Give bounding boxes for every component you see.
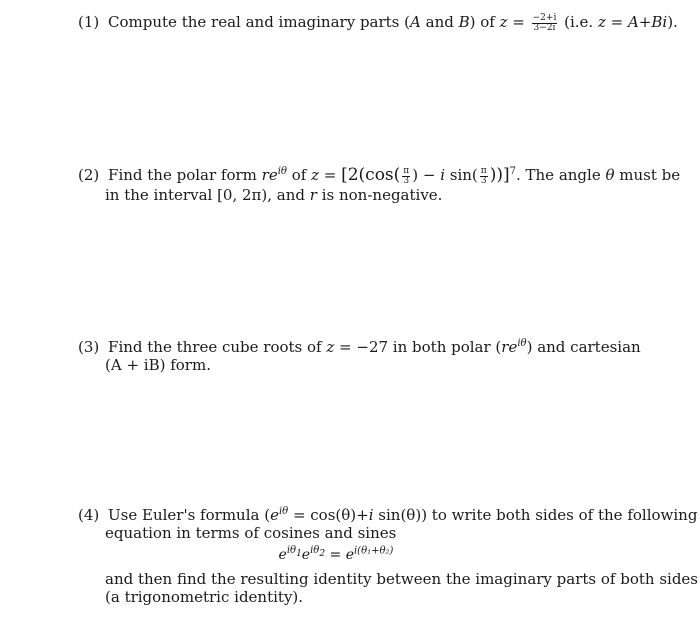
var-z: z (597, 13, 606, 31)
subscript: 2 (319, 549, 326, 560)
exponent-text: iθ (310, 545, 320, 557)
fraction-denominator: 3−2i (533, 22, 556, 33)
var-z: z (326, 338, 335, 356)
fraction-numerator: π (480, 165, 487, 176)
problem-1-and: and (420, 13, 459, 31)
problem-2-angle: . The angle (515, 166, 606, 184)
bracket-close: ))] (489, 165, 510, 185)
fraction (532, 14, 558, 33)
problem-1 (78, 12, 678, 33)
problem-2-number: (2) (78, 166, 100, 184)
euler-equation (78, 546, 594, 564)
var-A: A (410, 13, 421, 31)
problem-4-line-1 (78, 506, 698, 524)
equals: = (507, 13, 530, 31)
var-e: e (345, 547, 354, 563)
expr-a-plus-bi: A+Bi (627, 13, 668, 31)
minus: ) − (412, 166, 441, 184)
equals: = (318, 166, 342, 184)
exponent: iθ (278, 506, 289, 517)
problem-1-number: (1) (78, 13, 100, 31)
problem-2-line-2 (78, 186, 594, 204)
problem-4-sin: sin(θ)) to write both sides of the following (373, 506, 698, 524)
expr-re: re (501, 338, 518, 356)
problem-4-cos: = cos(θ)+ (288, 506, 369, 524)
var-z: z (311, 166, 319, 184)
problem-4-text: Use Euler's formula ( (108, 506, 271, 524)
exponent: iθ (517, 338, 527, 349)
problem-2-nonneg: is non-negative. (316, 185, 443, 204)
problem-3-cartesian: ) and cartesian (526, 338, 641, 356)
problem-1-text: Compute the real and imaginary parts ( (108, 13, 411, 31)
var-e: e (301, 547, 311, 563)
problem-4-line-4: (a trigonometric identity). (105, 588, 304, 606)
var-r: r (309, 185, 317, 204)
problem-3-line-1 (78, 338, 641, 356)
problem-2-of: of (286, 166, 312, 184)
exponent: i(θ₁+θ₂) (353, 545, 394, 557)
var-e: e (270, 506, 279, 524)
problem-3 (78, 338, 641, 374)
exponent (286, 545, 302, 560)
equals: = (325, 547, 346, 563)
fraction-numerator: π (403, 165, 410, 176)
problem-2-mustbe: must be (614, 166, 681, 184)
problem-2-interval: in the interval [0, 2π), and (105, 185, 310, 204)
problem-2-text: Find the polar form (108, 166, 262, 184)
problem-4 (78, 506, 698, 606)
problem-3-value: = −27 in both polar ( (334, 338, 502, 356)
expr-re: re (261, 166, 278, 184)
problem-3-number: (3) (78, 338, 100, 356)
fraction-pi-3 (480, 167, 488, 186)
var-B: B (458, 13, 470, 31)
problem-1-of: ) of (469, 13, 500, 31)
equals: = (605, 13, 628, 31)
problem-1-ie: (i.e. (559, 13, 598, 31)
fraction-denominator: 3 (480, 175, 487, 186)
problem-1-end: ). (667, 13, 678, 31)
var-z: z (499, 13, 508, 31)
var-theta: θ (605, 166, 615, 184)
problem-2-line-1 (78, 165, 681, 186)
problem-2 (78, 165, 681, 204)
sin-fn: sin( (445, 166, 478, 184)
bracket-open: [2(cos( (341, 165, 401, 185)
power: 7 (509, 166, 516, 177)
var-i: i (440, 166, 445, 184)
exponent (310, 545, 326, 560)
exponent-text: iθ (286, 545, 297, 557)
exponent: iθ (277, 166, 287, 177)
var-e: e (278, 547, 287, 563)
var-i: i (368, 506, 374, 524)
fraction-pi-3 (402, 167, 410, 186)
problem-4-line-3: and then find the resulting identity between the imaginary parts of both sides (105, 570, 698, 588)
problem-4-line-2: equation in terms of cosines and sines (105, 524, 397, 542)
problem-1-line-1 (78, 12, 678, 33)
fraction-numerator: −2+i (532, 12, 557, 23)
problem-3-text: Find the three cube roots of (108, 338, 327, 356)
fraction-denominator: 3 (403, 175, 410, 186)
problem-3-line-2: (A + iB) form. (105, 356, 211, 374)
subscript: 1 (296, 549, 302, 560)
problem-4-number: (4) (78, 506, 100, 524)
